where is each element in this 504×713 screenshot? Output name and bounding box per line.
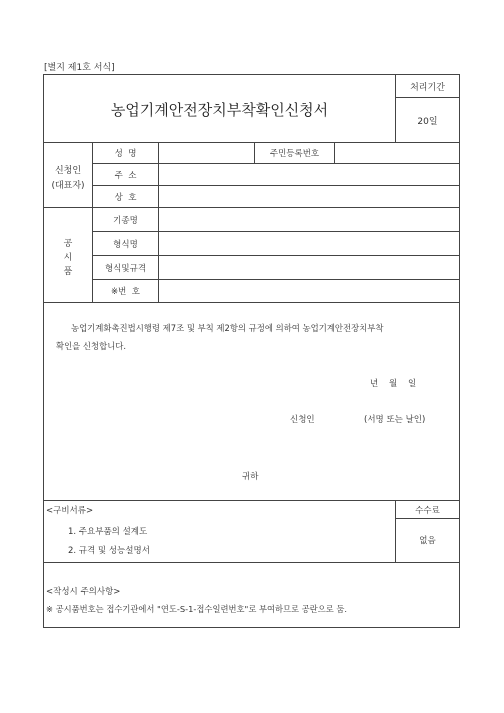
date-line: 년 월 일 — [370, 379, 417, 389]
number-field[interactable] — [159, 280, 459, 302]
processing-header: 처리기간 — [410, 83, 445, 93]
name-label: 성 명 — [114, 149, 137, 159]
document-item-2: 2. 규격 및 성능설명서 — [68, 546, 150, 556]
form-number-label: [별지 제1호 서식] — [44, 63, 115, 73]
fee-header-line — [395, 518, 460, 519]
notes-header: <작성시 주의사항> — [46, 587, 121, 597]
frame-left — [43, 74, 44, 628]
rrn-field[interactable] — [335, 143, 459, 163]
test-item-char-1: 공 — [63, 239, 73, 249]
frame-bottom — [43, 627, 460, 628]
name-field[interactable] — [159, 143, 254, 163]
notes-text: ※ 공시품번호는 접수기관에서 "연도-S-1-접수일련번호"로 부여하므로 공란으로 둠. — [46, 604, 348, 614]
frame-top — [43, 74, 460, 75]
document-item-1: 1. 주요부품의 설계도 — [68, 527, 148, 537]
address-label: 주 소 — [114, 171, 137, 181]
applicant-sign-label: 신청인 — [290, 415, 315, 425]
applicant-section-sublabel: (대표자) — [51, 181, 85, 191]
spec-field[interactable] — [159, 256, 459, 279]
spec-label: 형식및규격 — [104, 264, 147, 274]
trade-name-label: 상 호 — [114, 193, 137, 203]
model-name-label: 기종명 — [113, 216, 138, 226]
declaration-line-1: 농업기계화촉진법시행령 제7조 및 부칙 제2항의 규정에 의하여 농업기계안전장치부착 — [71, 323, 384, 333]
frame-right — [459, 74, 460, 628]
documents-bottom-line — [43, 562, 460, 563]
model-name-field[interactable] — [159, 208, 459, 231]
trade-name-field[interactable] — [159, 186, 459, 207]
declaration-line-2: 확인을 신청합니다. — [56, 341, 127, 351]
processing-header-line — [395, 97, 460, 98]
type-name-field[interactable] — [159, 232, 459, 255]
fee-value: 없음 — [419, 536, 436, 546]
test-item-bottom-line — [43, 302, 460, 303]
addressee-label: 귀하 — [242, 472, 259, 482]
type-name-label: 형식명 — [113, 240, 138, 250]
test-item-char-2: 시 — [63, 253, 73, 263]
test-item-char-3: 품 — [63, 267, 73, 277]
documents-top-line — [43, 500, 460, 501]
rrn-label: 주민등록번호 — [269, 149, 320, 159]
applicant-section-label: 신청인 — [54, 166, 82, 176]
fee-header: 수수료 — [415, 506, 440, 516]
documents-header: <구비서류> — [46, 506, 94, 516]
number-label: ※번 호 — [111, 287, 140, 297]
address-field[interactable] — [159, 164, 459, 185]
signature-note: (서명 또는 날인) — [364, 415, 426, 425]
form-title: 농업기계안전장치부착확인신청서 — [110, 101, 329, 119]
processing-value: 20일 — [417, 117, 438, 127]
